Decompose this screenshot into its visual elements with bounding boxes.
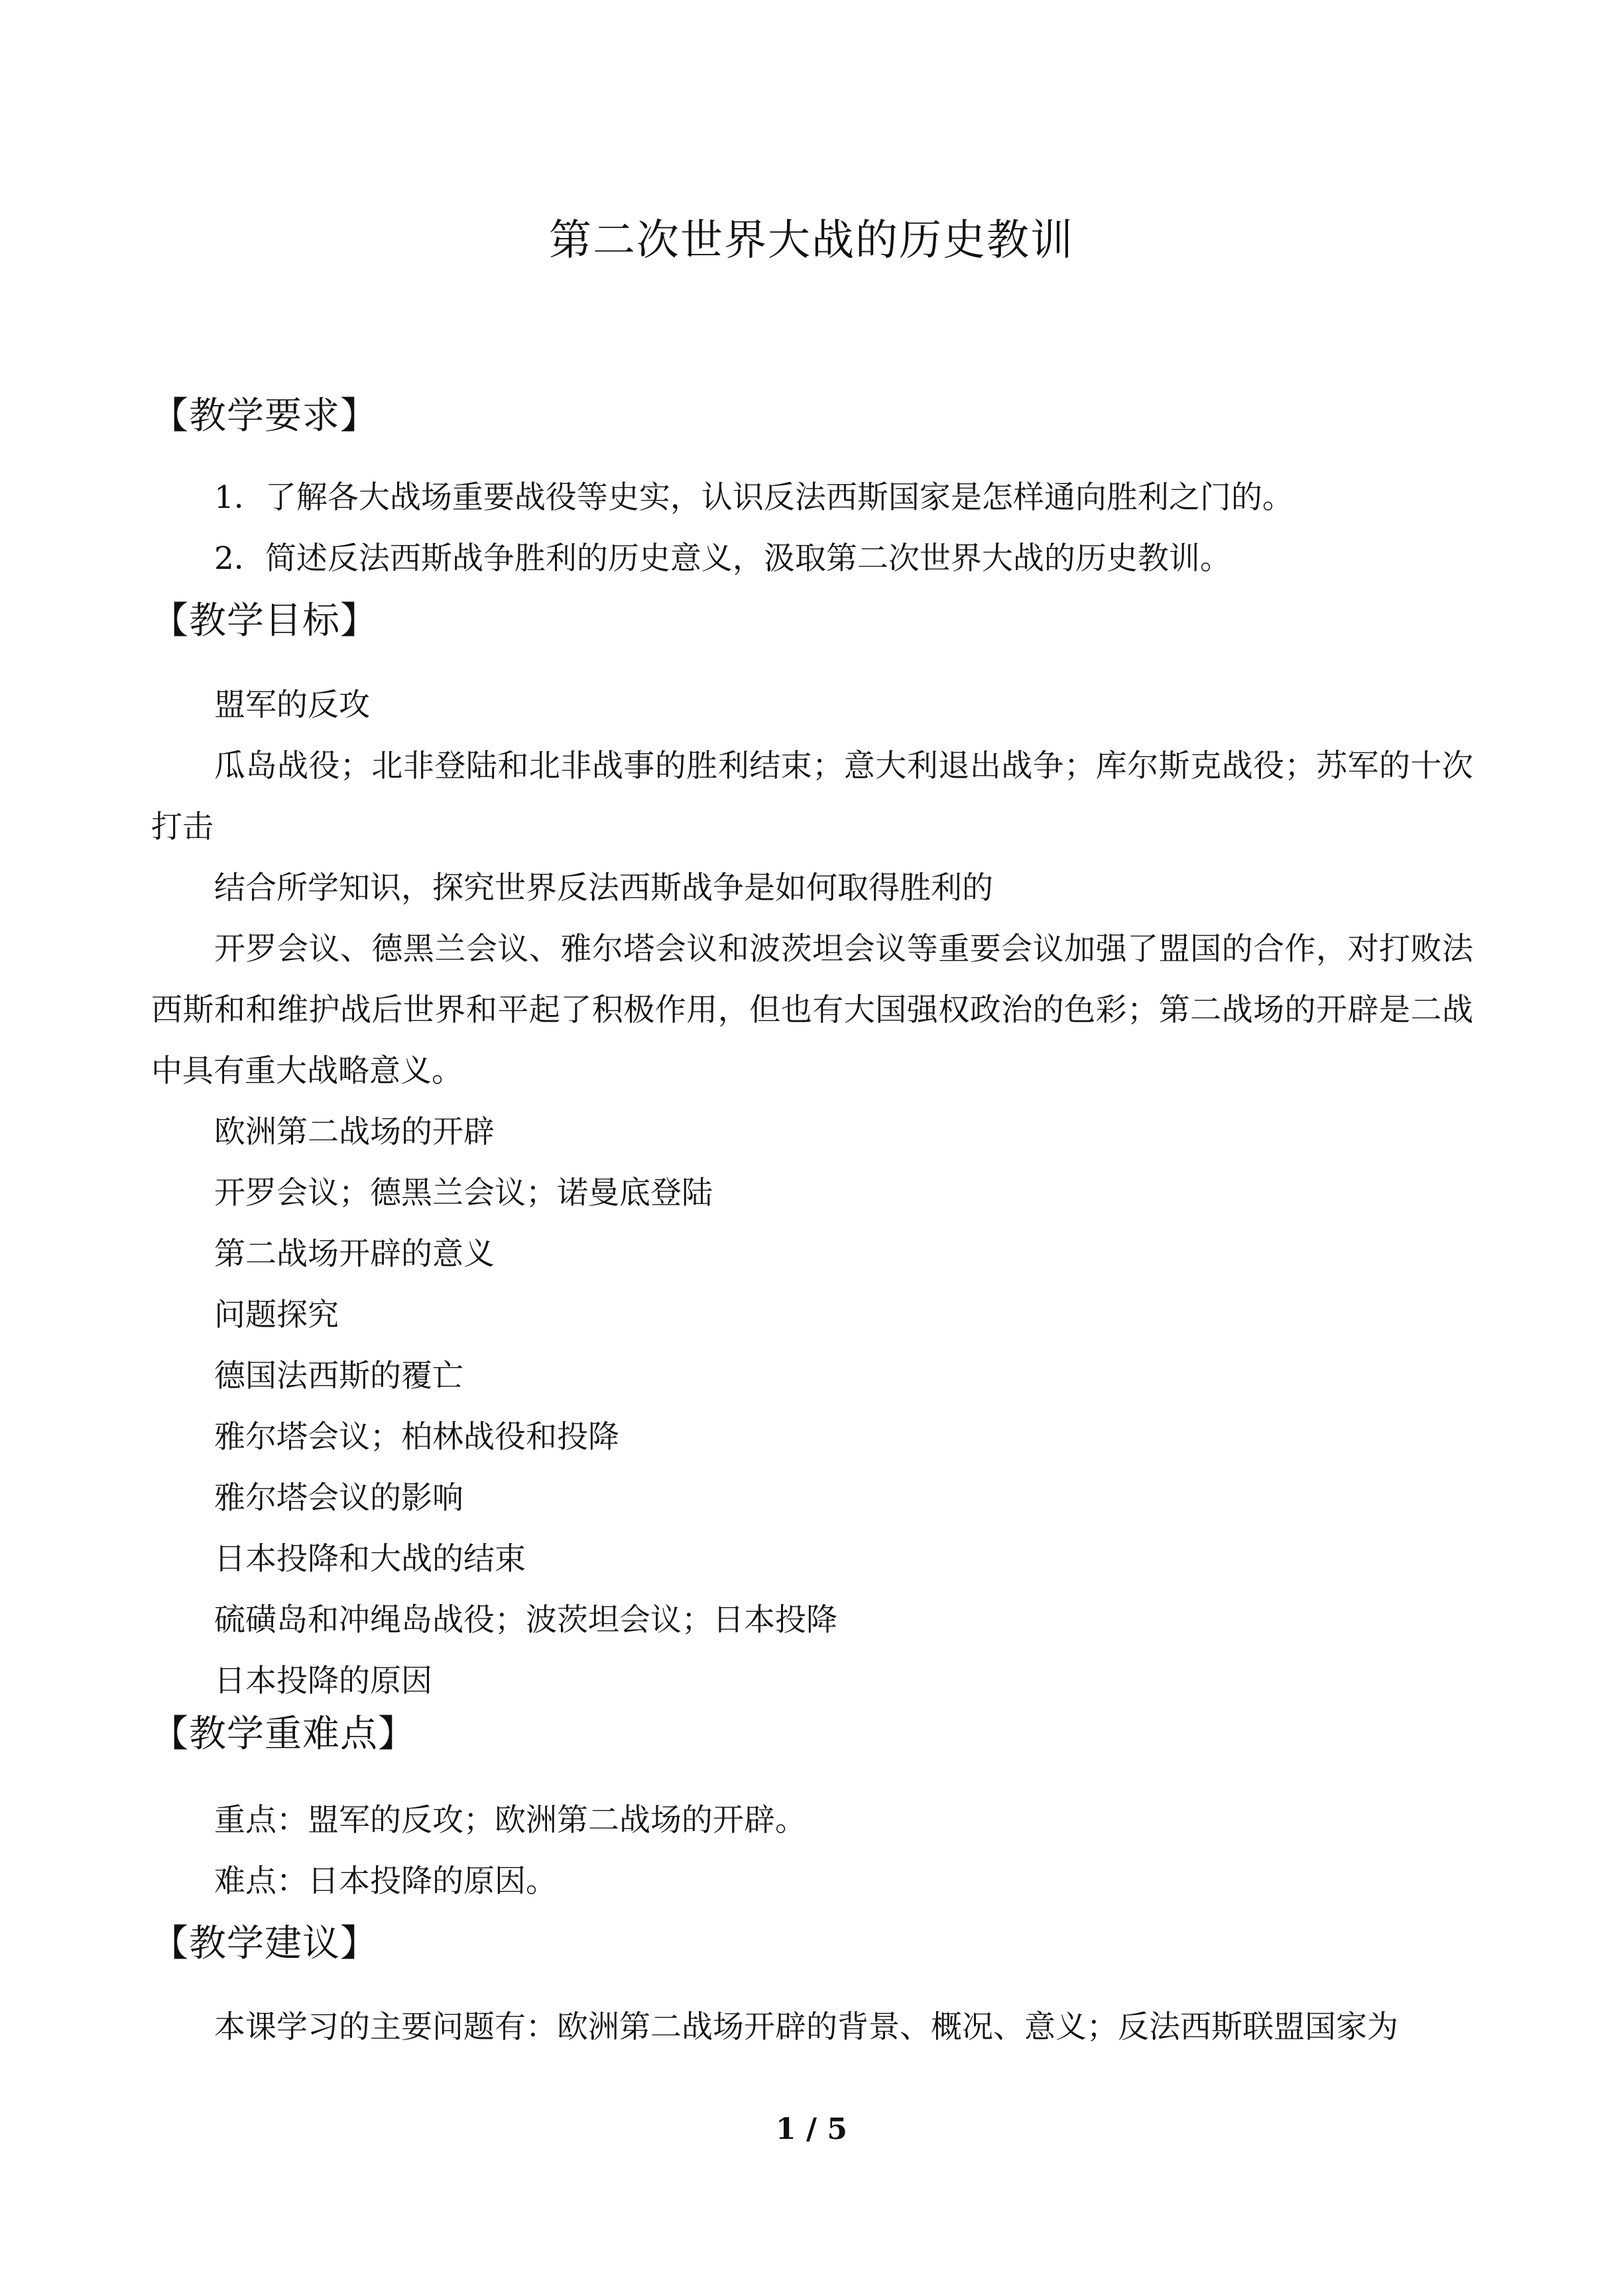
- document-title: 第二次世界大战的历史教训: [549, 216, 1074, 265]
- section-heading-objectives: 【教学目标】: [151, 599, 378, 642]
- key-point-item: 难点：日本投降的原因。: [214, 1863, 557, 1900]
- key-point-item: 重点：盟军的反攻；欧洲第二战场的开辟。: [214, 1802, 806, 1839]
- objective-item: 欧洲第二战场的开辟: [214, 1114, 495, 1150]
- objective-item: 德国法西斯的覆亡: [214, 1358, 463, 1394]
- section-heading-suggestions: 【教学建议】: [151, 1922, 378, 1965]
- section-heading-key-points: 【教学重难点】: [151, 1713, 416, 1756]
- objective-item: 雅尔塔会议；柏林战役和投降: [214, 1419, 619, 1455]
- objective-item: 第二战场开辟的意义: [214, 1236, 495, 1272]
- objective-item: 硫磺岛和冲绳岛战役；波茨坦会议；日本投降: [214, 1602, 837, 1638]
- objective-item: 雅尔塔会议的影响: [214, 1480, 463, 1516]
- requirement-item-1: 1．了解各大战场重要战役等史实，认识反法西斯国家是怎样通向胜利之门的。: [214, 479, 1293, 516]
- section-heading-requirements: 【教学要求】: [151, 394, 378, 438]
- objective-item: 盟军的反攻: [214, 687, 370, 723]
- objective-item: 瓜岛战役；北非登陆和北非战事的胜利结束；意大利退出战争；库尔斯克战役；苏军的十次打击: [151, 748, 1473, 845]
- objective-item: 开罗会议、德黑兰会议、雅尔塔会议和波茨坦会议等重要会议加强了盟国的合作，对打败法西斯和和维护战后世界和平起了积极作用，但也有大国强权政治的色彩；第二战场的开辟是二战中具有重大战略意义。: [151, 931, 1473, 1089]
- objective-item: 结合所学知识，探究世界反法西斯战争是如何取得胜利的: [214, 870, 993, 906]
- requirement-item-2: 2．简述反法西斯战争胜利的历史意义，汲取第二次世界大战的历史教训。: [214, 540, 1231, 577]
- page-number: 1 / 5: [776, 2112, 847, 2146]
- objective-item: 开罗会议；德黑兰会议；诺曼底登陆: [214, 1175, 713, 1211]
- objective-item: 日本投降和大战的结束: [214, 1541, 526, 1577]
- suggestion-item: 本课学习的主要问题有：欧洲第二战场开辟的背景、概况、意义；反法西斯联盟国家为: [214, 2009, 1398, 2045]
- objective-item: 问题探究: [214, 1297, 339, 1333]
- objective-item: 日本投降的原因: [214, 1663, 432, 1699]
